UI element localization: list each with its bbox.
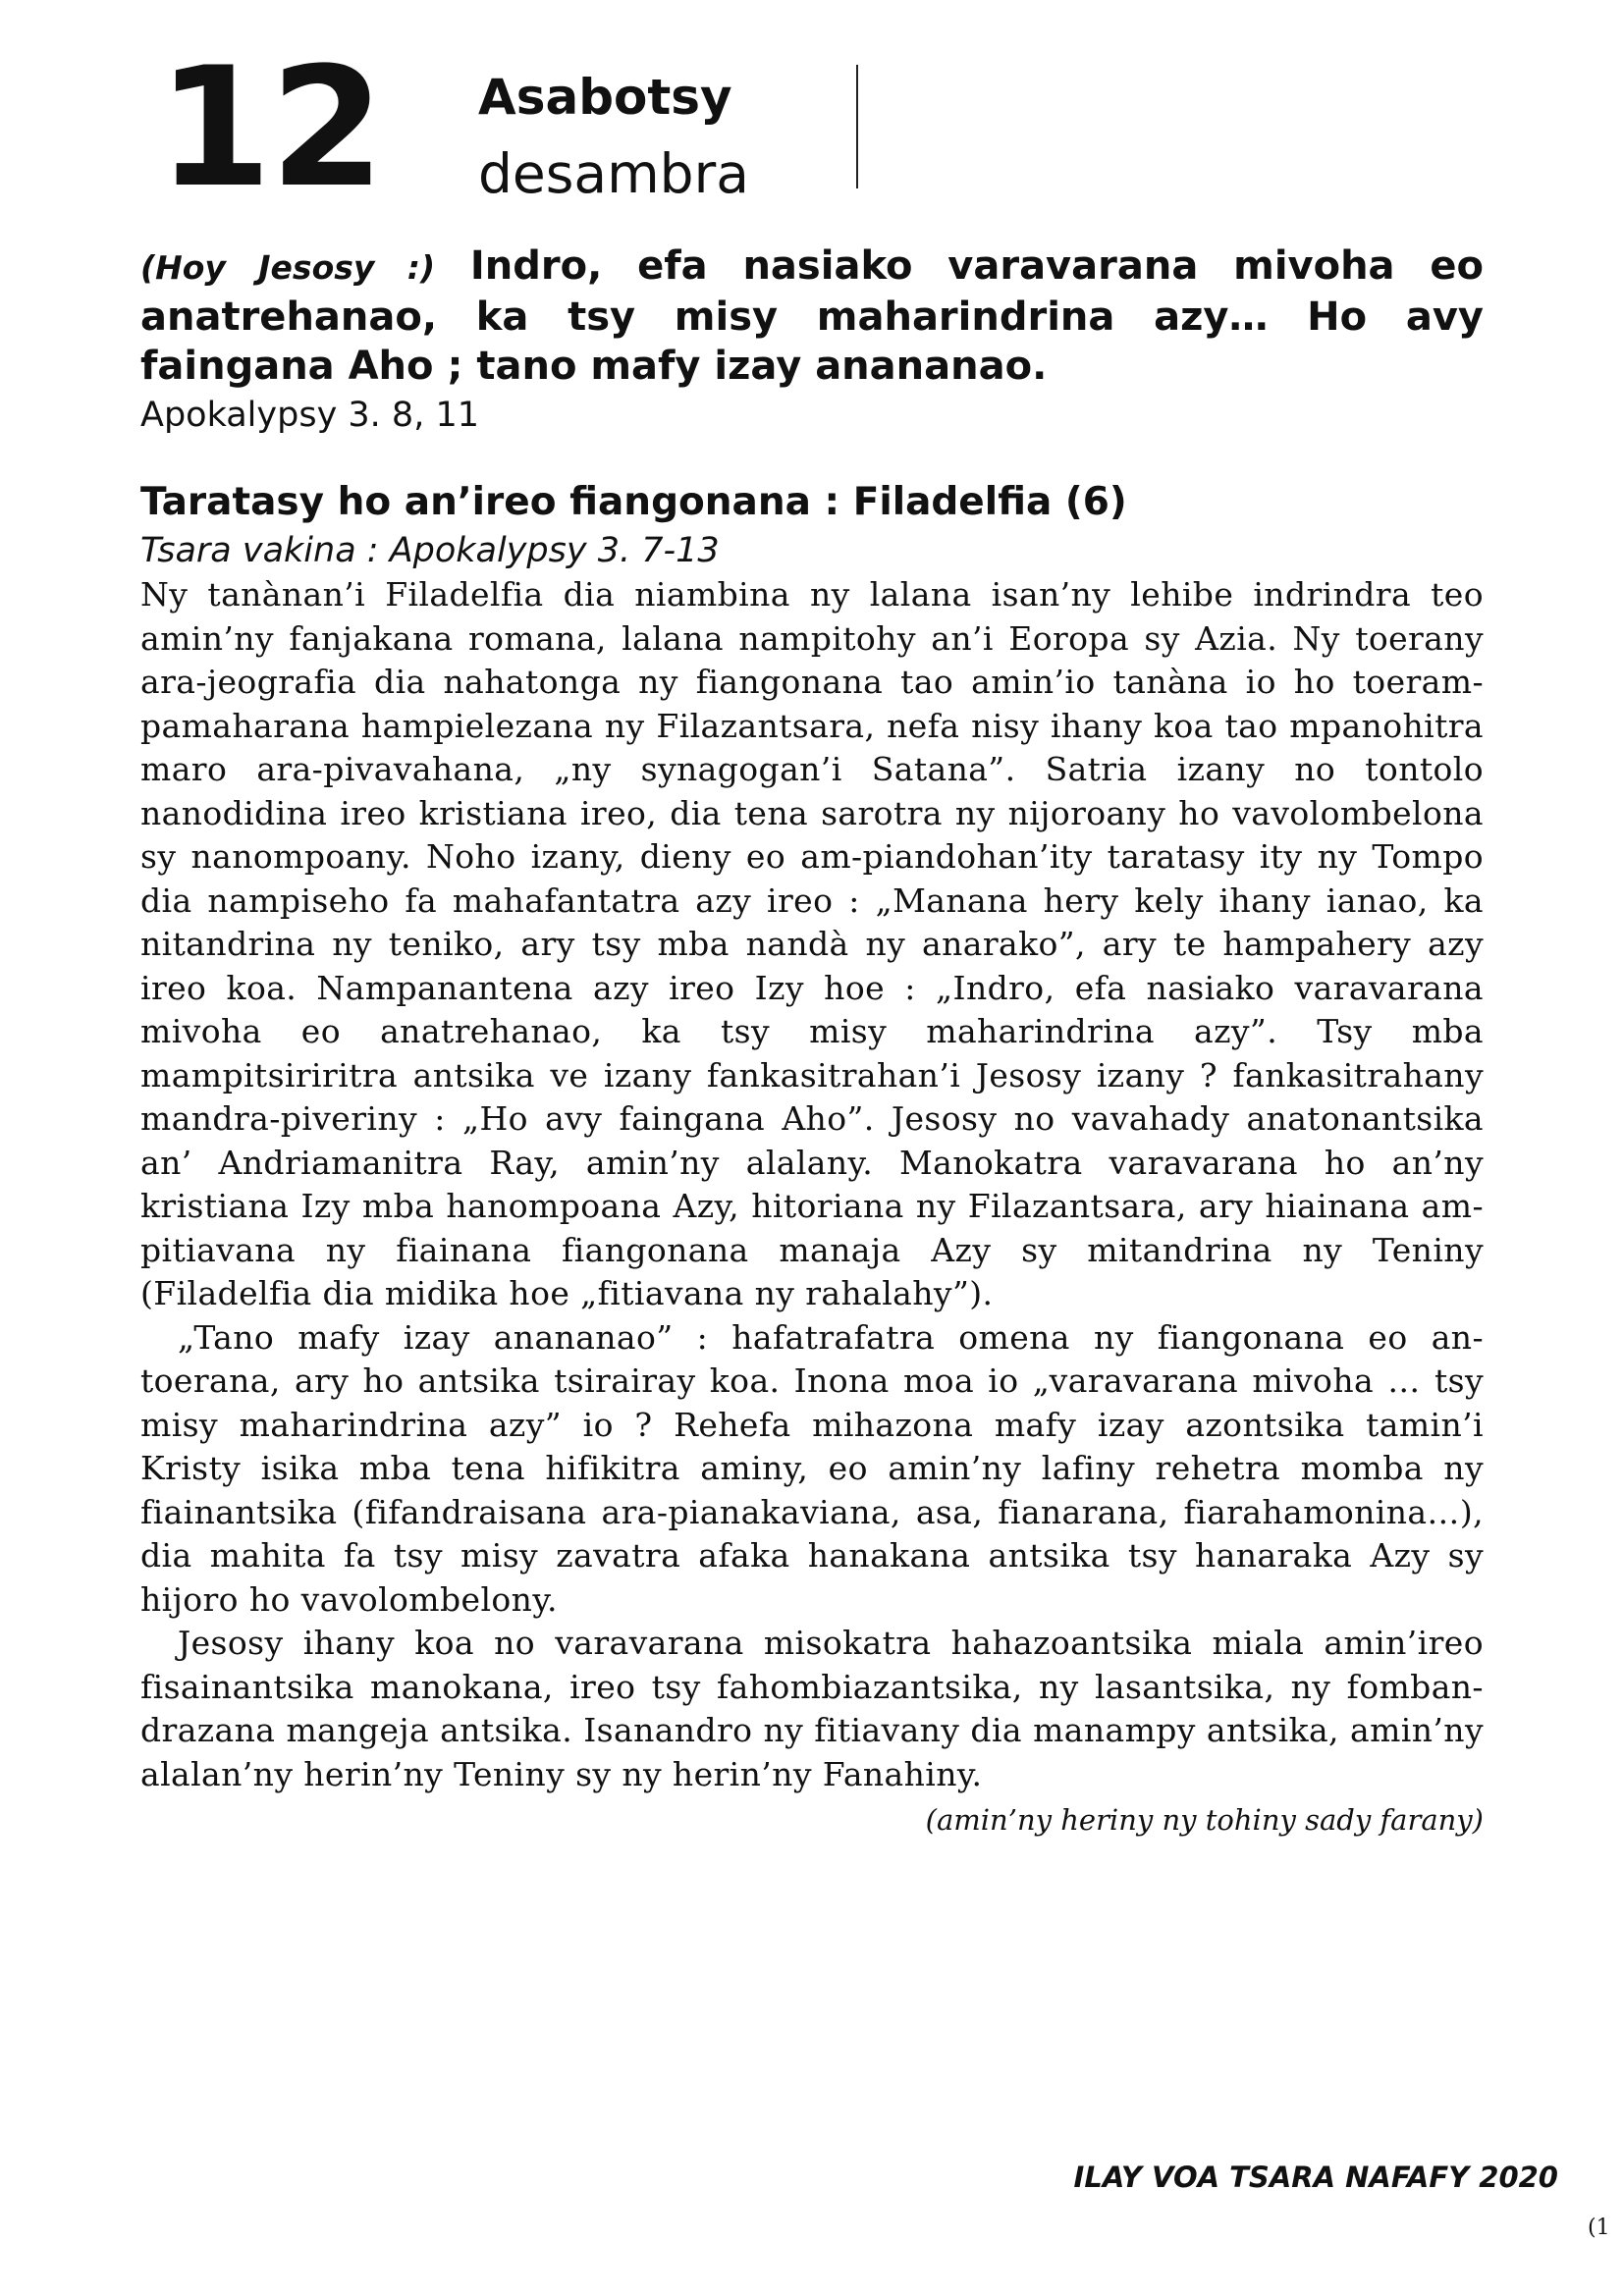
verse-text-block [140,241,1484,391]
footer-publication-title: ILAY VOA TSARA NAFAFY 2020 [1073,2161,1558,2194]
header-divider [856,65,858,188]
section-title: Taratasy ho an’ireo fiangonana : Filadelfia (6) [140,480,1127,524]
body-paragraph-3: Jesosy ihany koa no varavarana misokatra hahazoantsika miala amin’ireo fisainantsika manokana, ireo tsy fahombiazantsika, ny lasantsika, ny fomban-drazana mangeja antsika. Isanandro ny fitiavany dia manampy antsika, amin’ny alalan’ny herin’ny Teniny sy ny herin’ny Fanahiny. [140,1624,1484,1793]
verse-reference: Apokalypsy 3. 8, 11 [140,396,479,435]
date-header [0,0,1623,226]
page-marker: (1 [1588,2216,1610,2240]
day-number: 12 [157,31,383,224]
devotional-section [140,477,1484,1840]
verse-text: Indro, efa nasiako varavarana mivoha eo anatrehanao, ka tsy misy maharindrina azy… Ho avy faingana Aho ; tano mafy izay anananao. [140,243,1484,389]
verse-speaker: (Hoy Jesosy :) [140,248,436,287]
weekday: Asabotsy [478,69,732,126]
reading-reference: Tsara vakina : Apokalypsy 3. 7-13 [140,531,720,570]
daily-verse [140,241,1484,436]
body-paragraph-1: Ny tanànan’i Filadelfia dia niambina ny lalana isan’ny lehibe indrindra teo amin’ny fanjakana romana, lalana nampitohy an’i Eoropa sy Azia. Ny toerany ara-jeografia dia nahatonga ny fiangonana tao amin’io tanàna io ho toeram-pamaharana hampielezana ny Filazantsara, nefa nisy ihany koa tao mpanohitra maro ara-pivavahana, „ny synagogan’i Satana”. Satria izany no tontolo nanodidina ireo kristiana ireo, dia tena sarotra ny nijoroany ho vavolombelona sy nanompoany. Noho izany, dieny eo am-piandohan’ity taratasy ity ny Tompo dia nampiseho fa mahafantatra azy ireo : „Manana hery kely ihany ianao, ka nitandrina ny teniko, ary tsy mba nandà ny anarako”, ary te hampahery azy ireo koa. Nampanantena azy ireo Izy hoe : „Indro, efa nasiako varavarana mivoha eo anatrehanao, ka tsy misy maharindrina azy”. Tsy mba mampitsiriritra antsika ve izany fankasitrahan’i Jesosy izany ? fankasitrahany mandra-piveriny : „Ho avy faingana Aho”. Jesosy no vavahady anatonantsika an’ Andriamanitra Ray, amin’ny alalany. Manokatra varavarana ho an’ny kristiana Izy mba hanompoana Azy, hitoriana ny Filazantsara, ary hiainana am-pitiavana ny fiainana fiangonana manaja Azy sy mitandrina ny Teniny (Filadelfia dia midika hoe „fitiavana ny rahalahy”). [140,575,1484,1312]
month: desambra [478,142,749,205]
continuation-note: (amin’ny heriny ny tohiny sady farany) [925,1803,1484,1837]
body-paragraph-2: „Tano mafy izay anananao” : hafatrafatra omena ny fiangonana eo an-toerana, ary ho antsika tsirairay koa. Inona moa io „varavarana mivoha … tsy misy maharindrina azy” io ? Rehefa mihazona mafy izay azontsika tamin’i Kristy isika mba tena hifikitra aminy, eo amin’ny lafiny rehetra momba ny fiainantsika (fifandraisana ara-pianakaviana, asa, fianarana, fiarahamonina…), dia mahita fa tsy misy zavatra afaka hanakana antsika tsy hanaraka Azy sy hijoro ho vavolombelony. [140,1317,1484,1619]
